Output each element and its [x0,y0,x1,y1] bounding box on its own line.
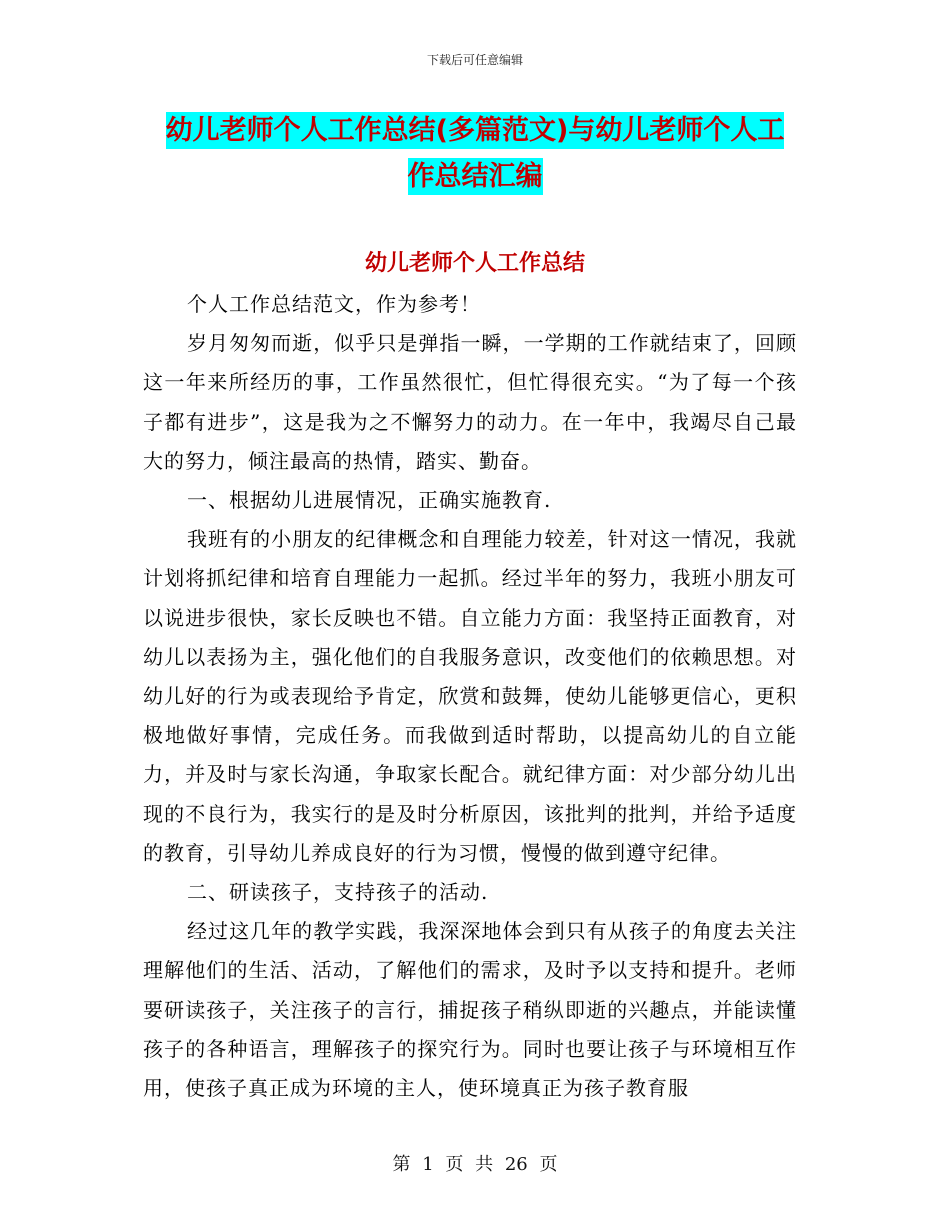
paragraph-intro: 个人工作总结范文，作为参考！ [187,292,481,316]
heading-two: 二、研读孩子，支持孩子的活动. [187,880,489,905]
document-title [150,108,800,200]
page-number: 第 1 页 共 26 页 [392,1154,558,1175]
document-body [143,285,797,1108]
section-title: 幼儿老师个人工作总结 [364,251,585,276]
paragraph: 经过这几年的教学实践，我深深地体会到只有从孩子的角度去关注理解他们的生活、活动，了解他们的需求，及时予以支持和提升。老师要研读孩子，关注孩子的言行，捕捉孩子稍纵即逝的兴趣点，并能读懂孩子的各种语言，理解孩子的探究行为。同时也要让孩子与环境相互作用，使孩子真正成为环境的主人，使环境真正为孩子教育服 [143,919,797,1101]
page-header-note: 下载后可任意编辑 [426,53,523,67]
document-title-line-1: 幼儿老师个人工作总结(多篇范文)与幼儿老师个人工 [166,112,785,149]
document-title-line-2: 作总结汇编 [408,158,543,195]
heading-one: 一、根据幼儿进展情况，正确实施教育. [187,488,552,513]
paragraph: 岁月匆匆而逝，似乎只是弹指一瞬，一学期的工作就结束了，回顾这一年来所经历的事，工作虽然很忙，但忙得很充实。“为了每一个孩子都有进步”，这是我为之不懈努力的动力。在一年中，我竭尽自己最大的努力，倾注最高的热情，踏实、勤奋。 [143,331,797,473]
paragraph: 我班有的小朋友的纪律概念和自理能力较差，针对这一情况，我就计划将抓纪律和培育自理能力一起抓。经过半年的努力，我班小朋友可以说进步很快，家长反映也不错。自立能力方面：我坚持正面教育，对幼儿以表扬为主，强化他们的自我服务意识，改变他们的依赖思想。对幼儿好的行为或表现给予肯定，欣赏和鼓舞，使幼儿能够更信心，更积极地做好事情，完成任务。而我做到适时帮助，以提高幼儿的自立能力，并及时与家长沟通，争取家长配合。就纪律方面：对少部分幼儿出现的不良行为，我实行的是及时分析原因，该批判的批判，并给予适度的教育，引导幼儿养成良好的行为习惯，慢慢的做到遵守纪律。 [143,527,797,865]
